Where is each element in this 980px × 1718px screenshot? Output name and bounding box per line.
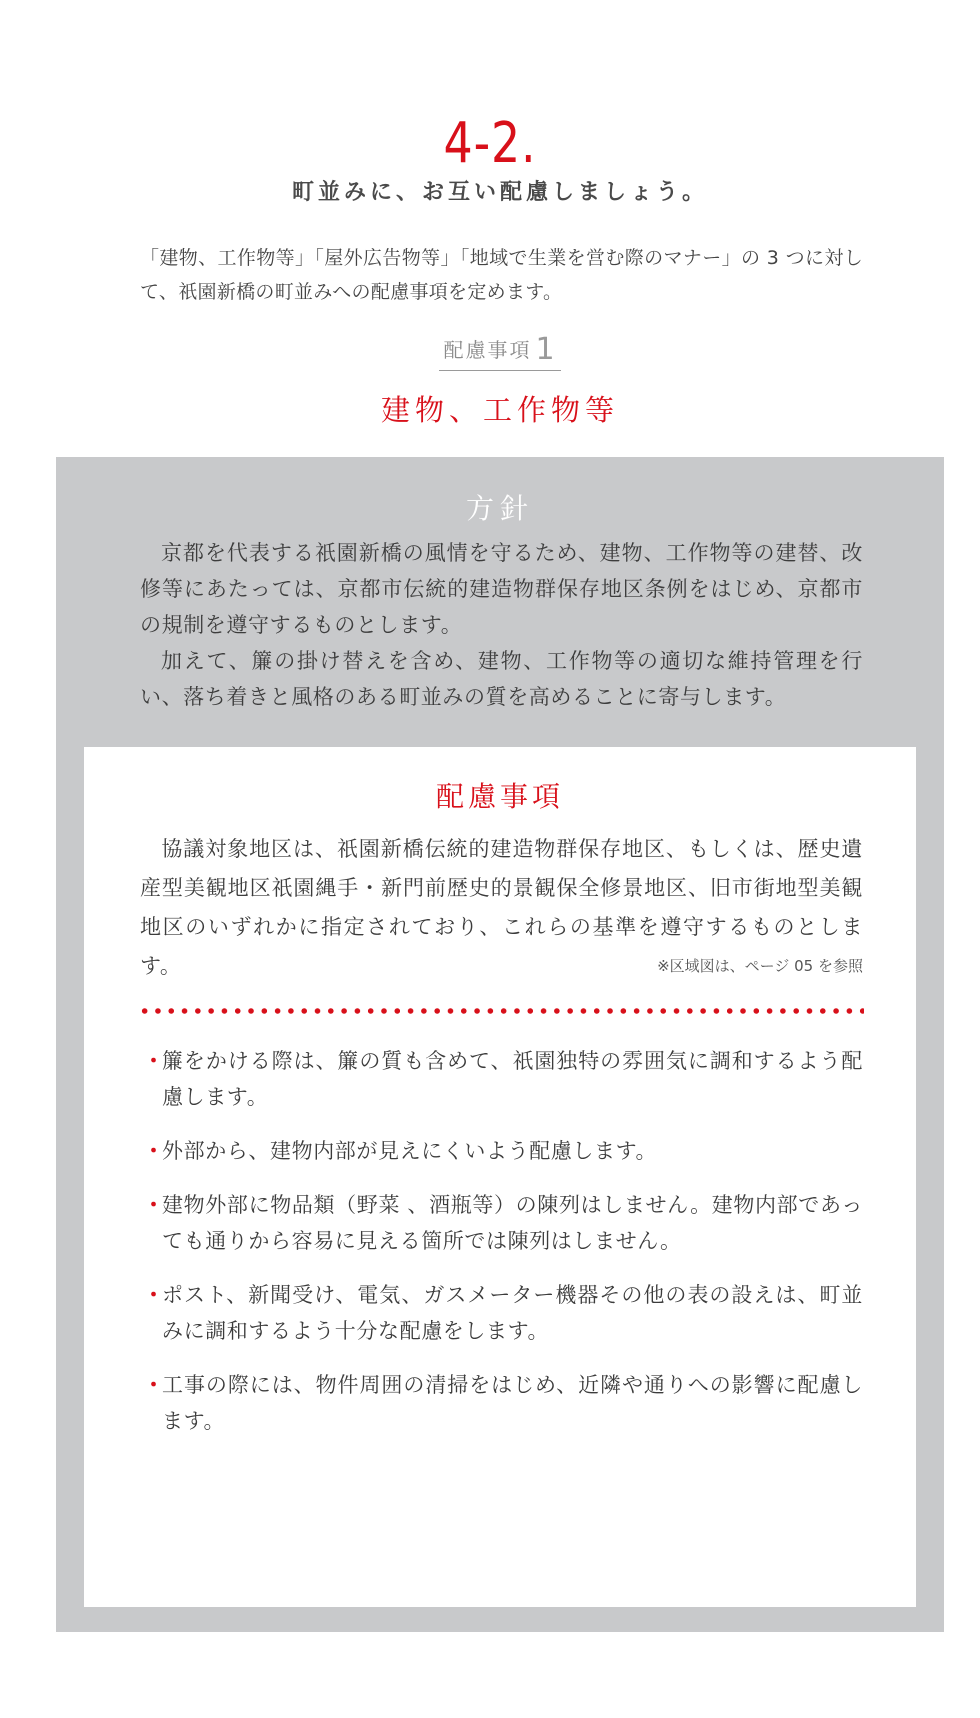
consideration-number: 1 <box>535 332 557 367</box>
bullet-icon: ・ <box>143 1139 165 1163</box>
bullet-icon: ・ <box>143 1049 165 1073</box>
category-title: 建物、工作物等 <box>380 393 619 427</box>
list-item-text: 工事の際には、物件周囲の清掃をはじめ、近隣や通りへの影響に配慮します。 <box>162 1373 863 1433</box>
list-item <box>140 1277 863 1349</box>
rules-note: ※区域図は、ページ 05 を参照 <box>657 957 863 975</box>
list-item-text: ポスト、新聞受け、電気、ガスメーター機器その他の表の設えは、町並みに調和するよう十分な配慮をします。 <box>162 1283 863 1343</box>
bullet-icon: ・ <box>143 1193 165 1217</box>
rules-item-list <box>140 1043 863 1457</box>
policy-text <box>140 535 863 715</box>
list-item-text: 簾をかける際は、簾の質も含めて、祇園独特の雰囲気に調和するよう配慮します。 <box>162 1049 863 1109</box>
bullet-icon: ・ <box>143 1373 165 1397</box>
consideration-label-text: 配慮事項 <box>443 338 532 362</box>
dotted-divider <box>138 1008 864 1014</box>
rules-text: 協議対象地区は、祇園新橋伝統的建造物群保存地区、もしくは、歴史遺産型美観地区祇園縄手・新門前歴史的景観保全修景地区、旧市街地型美観地区のいずれかに指定されており、これらの基準を遵守するものとします。 <box>140 837 863 978</box>
bullet-icon: ・ <box>143 1283 165 1307</box>
policy-title: 方針 <box>465 492 534 525</box>
list-item <box>140 1187 863 1259</box>
intro-text: 「建物、工作物等」「屋外広告物等」「地域で生業を営む際のマナー」の 3 つに対して、祇園新橋の町並みへの配慮事項を定めます。 <box>140 247 863 303</box>
consideration-label <box>0 332 980 371</box>
section-number: 4-2. <box>443 111 537 176</box>
list-item-text: 外部から、建物内部が見えにくいよう配慮します。 <box>162 1139 658 1163</box>
list-item <box>140 1133 863 1169</box>
policy-paragraph-2: 加えて、簾の掛け替えを含め、建物、工作物等の適切な維持管理を行い、落ち着きと風格のある町並みの質を高めることに寄与します。 <box>140 649 863 709</box>
policy-paragraph-1: 京都を代表する祇園新橋の風情を守るため、建物、工作物等の建替、改修等にあたっては、京都市伝統的建造物群保存地区条例をはじめ、京都市の規制を遵守するものとします。 <box>140 541 863 637</box>
consideration-label-box <box>439 332 560 371</box>
list-item <box>140 1367 863 1439</box>
rules-title: 配慮事項 <box>435 780 564 813</box>
list-item <box>140 1043 863 1115</box>
list-item-text: 建物外部に物品類（野菜 、酒瓶等）の陳列はしません。建物内部であっても通りから容易に見える箇所では陳列はしません。 <box>162 1193 863 1253</box>
page-subtitle: 町並みに、お互い配慮しましょう。 <box>291 180 708 205</box>
